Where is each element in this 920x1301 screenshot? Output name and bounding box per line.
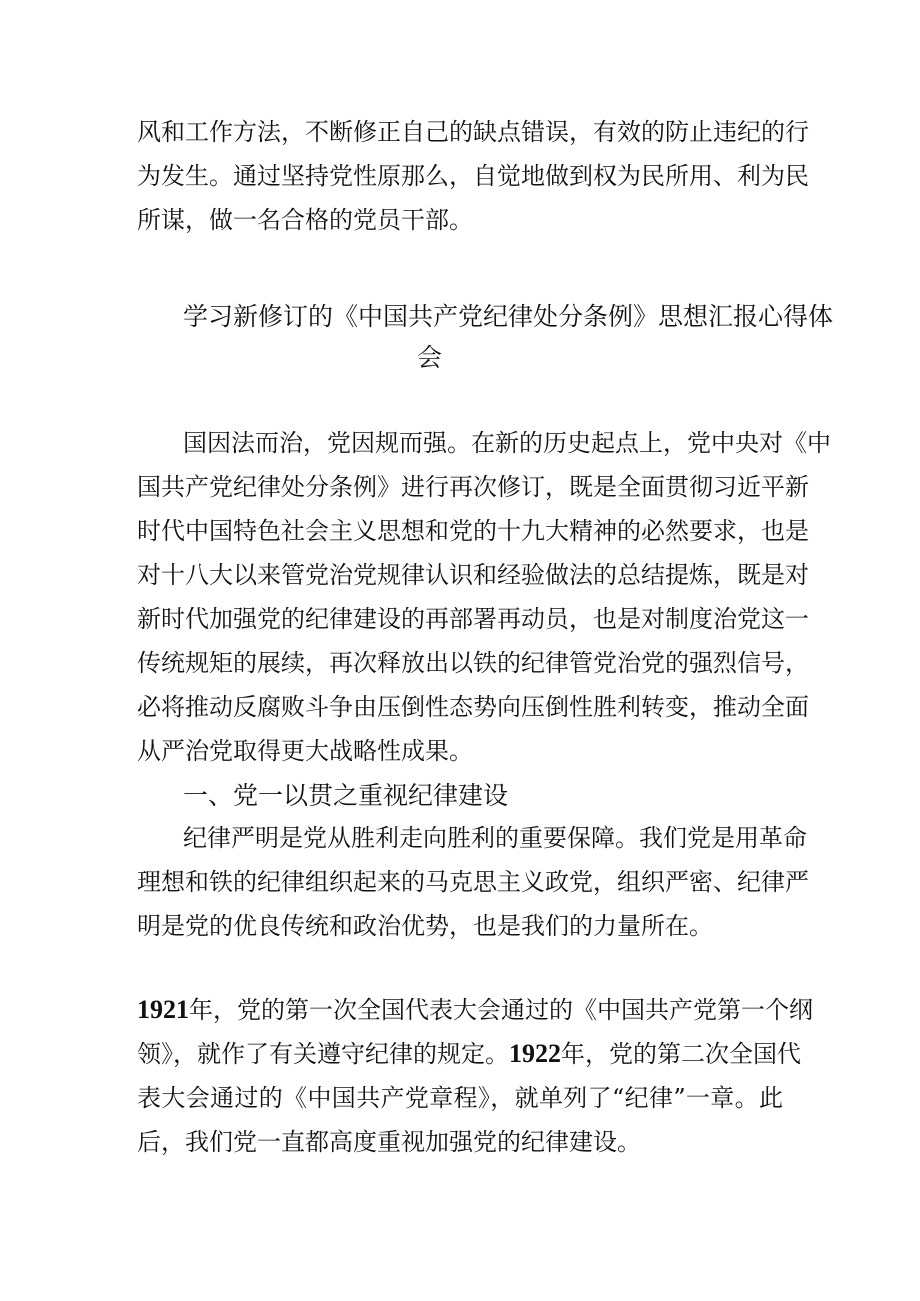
text-line: 传统规矩的展续，再次释放出以铁的纪律管党治党的强烈信号，	[137, 649, 809, 677]
text-line: 所谋，做一名合格的党员干部。	[137, 206, 473, 234]
text-line: 为发生。通过坚持党性原那么，自觉地做到权为民所用、利为民	[137, 162, 809, 190]
text-segment: 年，党的第一次全国代表大会通过的《中国共产党第一个纲	[189, 996, 813, 1024]
text-line: 后，我们党一直都高度重视加强党的纪律建设。	[137, 1128, 641, 1156]
text-line	[137, 995, 813, 1025]
year-1921: 1921	[137, 995, 189, 1024]
text-line: 明是党的优良传统和政治优势，也是我们的力量所在。	[137, 912, 713, 940]
text-line	[137, 1039, 801, 1069]
year-1922: 1922	[509, 1039, 561, 1068]
text-line: 国因法而治，党因规而强。在新的历史起点上，党中央对《中	[183, 429, 831, 457]
text-line: 对十八大以来管党治党规律认识和经验做法的总结提炼，既是对	[137, 561, 809, 589]
text-line: 时代中国特色社会主义思想和党的十九大精神的必然要求，也是	[137, 517, 809, 545]
text-line: 国共产党纪律处分条例》进行再次修订，既是全面贯彻习近平新	[137, 473, 809, 501]
text-line: 风和工作方法，不断修正自己的缺点错误，有效的防止违纪的行	[137, 118, 809, 146]
text-line: 从严治党取得更大战略性成果。	[137, 737, 473, 765]
text-line: 纪律严明是党从胜利走向胜利的重要保障。我们党是用革命	[183, 824, 807, 852]
text-segment: 领》，就作了有关遵守纪律的规定。	[137, 1040, 509, 1068]
text-line: 理想和铁的纪律组织起来的马克思主义政党，组织严密、纪律严	[137, 868, 809, 896]
text-line: 新时代加强党的纪律建设的再部署再动员，也是对制度治党这一	[137, 605, 809, 633]
text-line: 表大会通过的《中国共产党章程》，就单列了“纪律”一章。此	[137, 1084, 783, 1112]
title-line: 学习新修订的《中国共产党纪律处分条例》思想汇报心得体	[183, 302, 834, 331]
section-heading: 一、党一以贯之重视纪律建设	[183, 781, 509, 810]
text-segment: 年，党的第二次全国代	[561, 1040, 801, 1068]
text-line: 必将推动反腐败斗争由压倒性态势向压倒性胜利转变，推动全面	[137, 693, 809, 721]
title-line: 会	[417, 343, 443, 372]
